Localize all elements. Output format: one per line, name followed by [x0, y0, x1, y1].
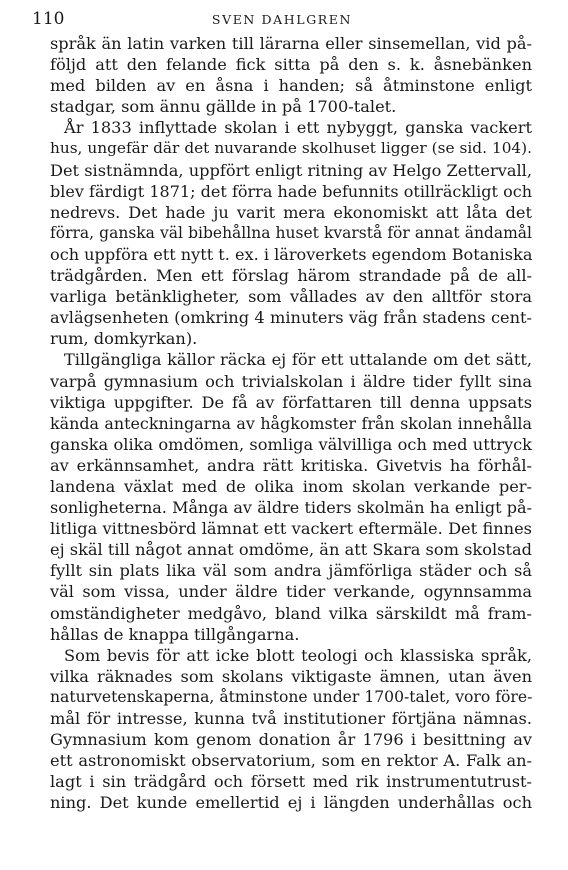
text-line: litliga vittnesbörd lämnat ett vackert eftermäle. Det finnes [50, 519, 532, 539]
text-line: av erkännsamhet, andra rätt kritiska. Givetvis ha förhål- [50, 455, 532, 475]
text-line: trädgården. Men ett förslag härom strandade på de all- [50, 266, 532, 286]
text-line: stadgar, som ännu gällde in på 1700-talet. [50, 97, 397, 117]
text-line: Tillgängliga källor räcka ej för ett uttalande om det sätt, [64, 350, 532, 370]
text-line: varliga betänkligheter, som vållades av den alltför stora [50, 287, 532, 307]
text-line: lagt i sin trädgård och försett med rik instrumentutrust- [50, 772, 532, 792]
page-number: 110 [32, 9, 65, 29]
text-line: fyllt sin plats lika väl som andra jämförliga städer och så [50, 561, 532, 581]
text-line: kända anteckningarna av hågkomster från skolan innehålla [50, 413, 532, 433]
text-line: och uppföra ett nytt t. ex. i läroverkets egendom Botaniska [50, 244, 533, 264]
text-line: mål för intresse, kunna två institutioner förtjäna nämnas. [50, 709, 532, 728]
text-line: rum, domkyrkan). [50, 329, 198, 349]
text-line: År 1833 inflyttade skolan i ett nybyggt, ganska vackert [64, 118, 532, 138]
text-line: nedrevs. Det hade ju varit mera ekonomiskt att låta det [50, 202, 532, 222]
text-line: avlägsenheten (omkring 4 minuters väg från stadens cent- [50, 308, 532, 328]
text-line: Gymnasium kom genom donation år 1796 i besittning av [50, 730, 532, 750]
text-line: ning. Det kunde emellertid ej i längden underhållas och [50, 793, 532, 813]
text-line: ej skäl till något annat omdöme, än att Skara som skolstad [50, 540, 532, 560]
text-line: med bilden av en åsna i handen; så åtminstone enligt [50, 76, 532, 96]
text-line: blev färdigt 1871; det förra hade befunnits otillräckligt och [50, 181, 532, 201]
text-line: ganska olika omdömen, somliga välvilliga och med uttryck [50, 434, 532, 454]
text-line: hållas de knappa tillgångarna. [50, 624, 300, 644]
text-line: varpå gymnasium och trivialskolan i äldre tider fyllt sina [50, 371, 532, 391]
text-line: viktiga uppgifter. De få av författaren till denna uppsats [50, 392, 532, 412]
text-line: förra, ganska väl bibehållna huset kvarstå för annat ändamål [50, 223, 532, 242]
text-line: naturvetenskaperna, åtminstone under 1700-talet, voro före- [50, 687, 533, 706]
text-line: Det sistnämnda, uppfört enligt ritning av Helgo Zettervall, [50, 160, 532, 180]
text-line: väl som vissa, under äldre tider verkande, ogynnsamma [50, 582, 532, 602]
text-line: Som bevis för att icke blott teologi och klassiska språk, [64, 645, 532, 665]
running-head: SVEN DAHLGREN [211, 12, 353, 27]
body-text [50, 33, 532, 813]
text-line: följd att den felande fick sitta på den s. k. åsnebänken [50, 55, 532, 75]
text-line: sonligheterna. Många av äldre tiders skolmän ha enligt på- [50, 498, 532, 518]
text-line: ett astronomiskt observatorium, som en rektor A. Falk an- [50, 751, 532, 771]
text-line: hus, ungefär där det nuvarande skolhuset ligger (se sid. 104). [50, 139, 532, 158]
text-line: landena växlat med de olika inom skolan verkande per- [50, 476, 532, 496]
text-line: språk än latin varken till lärarna eller sinsemellan, vid på- [50, 34, 532, 53]
page-header [32, 8, 532, 30]
text-line: omständigheter medgåvo, bland vilka särskildt må fram- [50, 603, 532, 623]
text-line: vilka räknades som skolans viktigaste ämnen, utan även [50, 666, 532, 686]
